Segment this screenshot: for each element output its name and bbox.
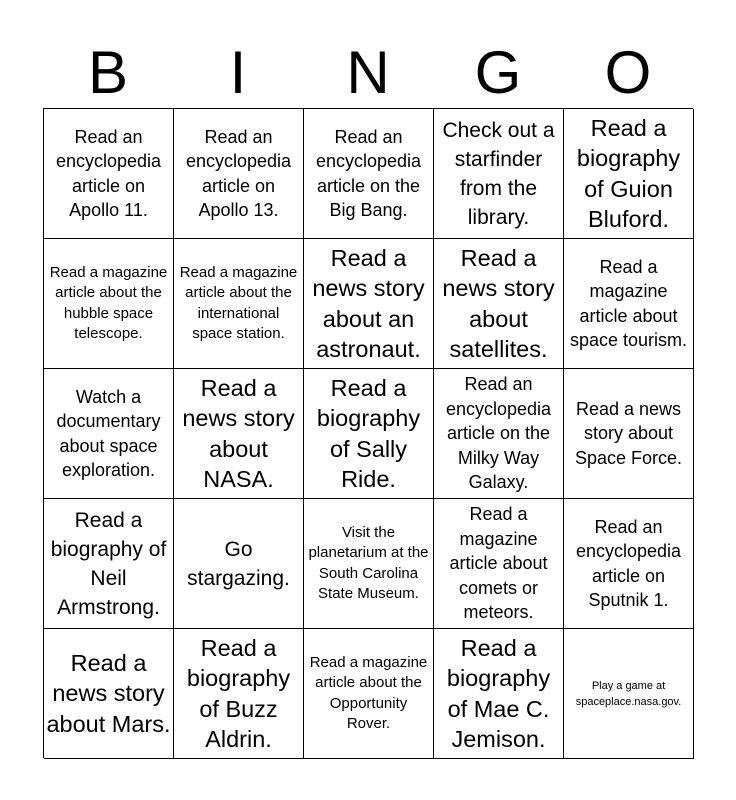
bingo-square-text: Read a magazine article about the international space station. [179,263,298,342]
bingo-square-text: Read a biography of Buzz Aldrin. [186,634,291,752]
bingo-square [44,499,174,629]
bingo-square-text: Read an encyclopedia article on the Milky Way Galaxy. [445,374,552,493]
bingo-square [564,499,694,629]
bingo-square [174,629,304,759]
bingo-square [434,239,564,369]
bingo-square [564,369,694,499]
bingo-square-text: Visit the planetarium at the South Carolina State Museum. [308,523,429,602]
header-letter-i: I [229,39,247,106]
bingo-square-text: Play a game at spaceplace.nasa.gov. [575,679,682,708]
bingo-square-text: Read a magazine article about the Opportunity Rover. [309,653,428,732]
header-letter-n: N [346,39,390,106]
bingo-square-text: Read a magazine article about space tourism. [569,256,688,350]
header-letter-g: G [474,39,522,106]
bingo-square-text: Go stargazing. [187,537,290,590]
bingo-square-text: Read a news story about an astronaut. [312,244,425,362]
bingo-square [304,629,434,759]
bingo-square [44,239,174,369]
bingo-square-text: Read a biography of Neil Armstrong. [50,508,167,619]
bingo-square [44,109,174,239]
bingo-header [43,38,693,108]
bingo-square-text: Read a biography of Sally Ride. [316,374,421,492]
bingo-square [44,629,174,759]
bingo-square [564,109,694,239]
bingo-square-text: Read a magazine article about comets or meteors. [449,504,548,623]
bingo-square [174,369,304,499]
bingo-square-text: Read a biography of Mae C. Jemison. [446,634,551,752]
bingo-square-text: Read an encyclopedia article on the Big Bang. [315,126,422,220]
bingo-square-text: Read an encyclopedia article on Sputnik 1. [575,516,682,610]
bingo-square-text: Read a biography of Guion Bluford. [576,114,681,232]
bingo-square [434,499,564,629]
bingo-square-text: Read an encyclopedia article on Apollo 11. [55,126,162,220]
bingo-square-text: Read a news story about Space Force. [574,398,683,468]
bingo-square [434,629,564,759]
header-letter-o: O [604,39,652,106]
bingo-square [174,239,304,369]
bingo-square [304,369,434,499]
bingo-square-text: Read a news story about Mars. [46,649,171,737]
bingo-card-grid [43,108,693,758]
bingo-square [304,239,434,369]
bingo-square-text: Check out a starfinder from the library. [442,118,555,229]
header-letter-b: B [87,39,129,106]
bingo-square-text: Read a news story about NASA. [182,374,295,492]
bingo-square-text: Read an encyclopedia article on Apollo 13. [185,126,292,220]
bingo-square [434,369,564,499]
bingo-square-text: Read a news story about satellites. [442,244,555,362]
bingo-square-text: Read a magazine article about the hubble space telescope. [49,263,168,342]
bingo-square [174,109,304,239]
bingo-square-free [564,629,694,759]
bingo-square [434,109,564,239]
bingo-square-text: Watch a documentary about space exploration. [56,386,161,480]
bingo-square [304,109,434,239]
bingo-square [44,369,174,499]
bingo-square [304,499,434,629]
bingo-square [174,499,304,629]
bingo-square [564,239,694,369]
